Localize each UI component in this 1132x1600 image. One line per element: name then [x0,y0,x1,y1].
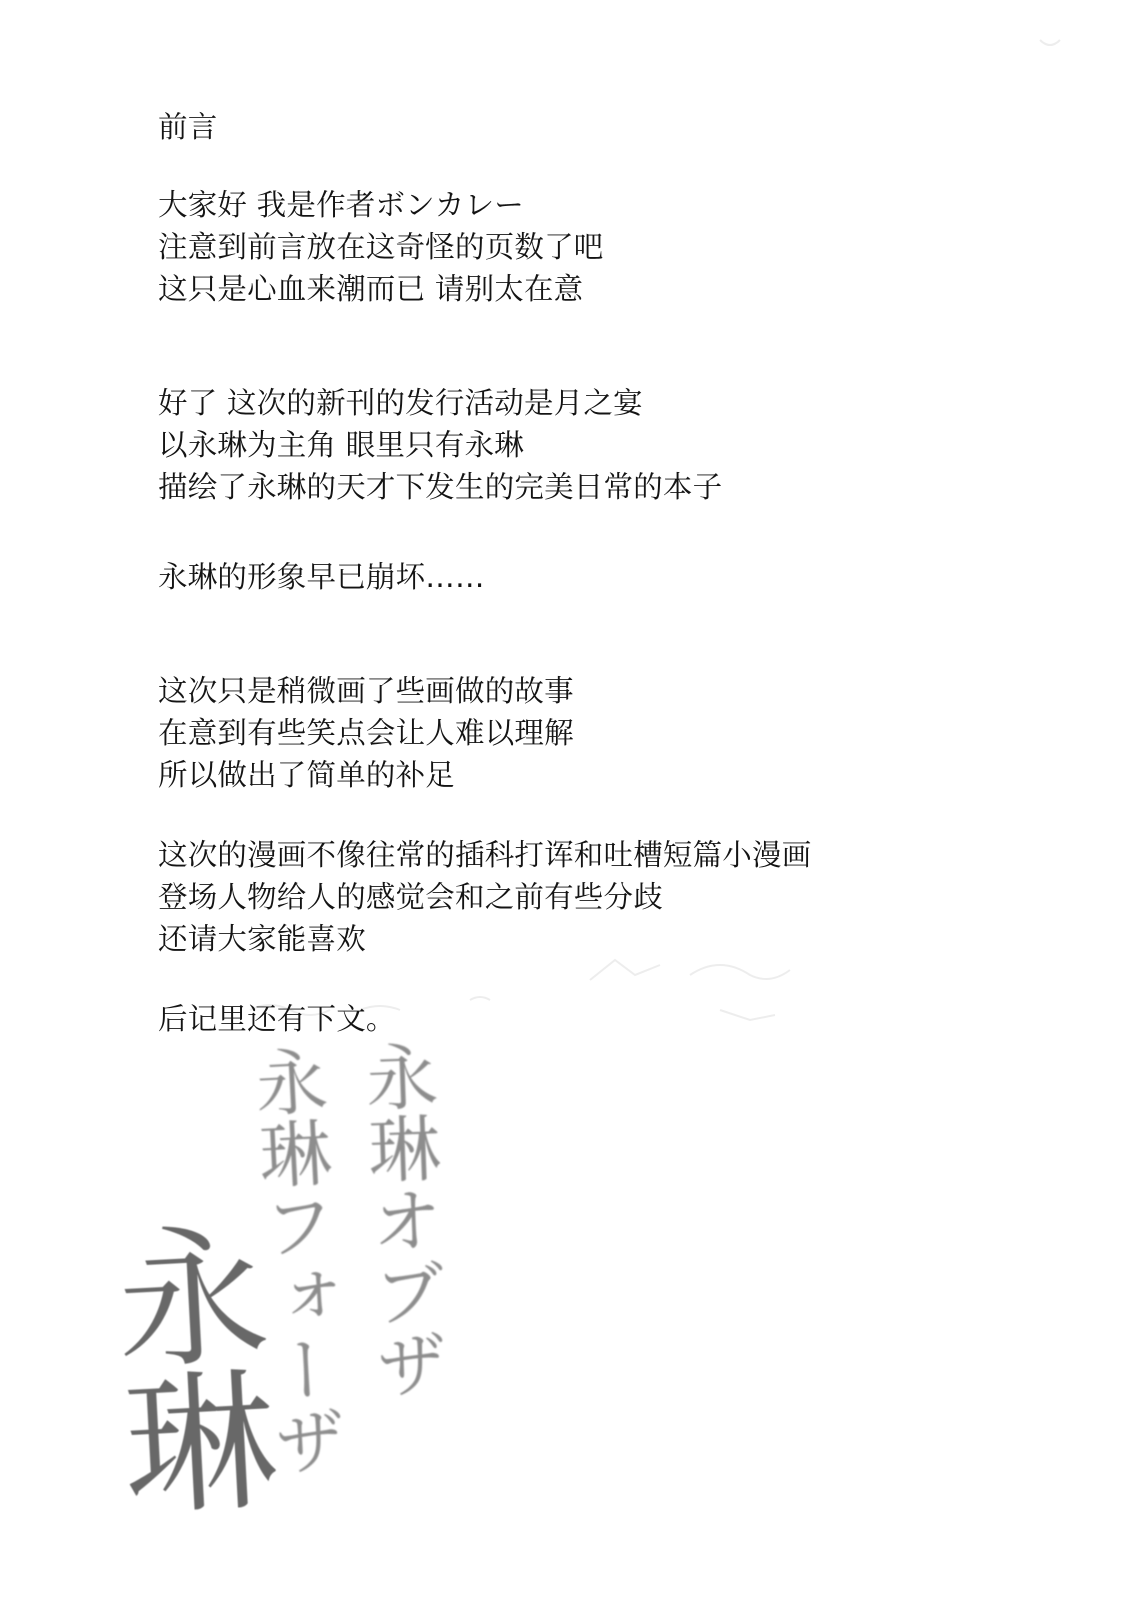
paragraph-3 [158,556,1058,598]
foreword-heading: 前言 [158,110,218,144]
text-line: 以永琳为主角 眼里只有永琳 [158,428,524,462]
paragraph-1 [158,184,1058,310]
text-line: 这次的漫画不像往常的插科打诨和吐槽短篇小漫画 [158,838,812,872]
text-line: 注意到前言放在这奇怪的页数了吧 [158,230,604,264]
paragraph-4 [158,670,1058,796]
calligraphy-column-left: 永琳フォーザ [241,1043,349,1479]
text-line: 在意到有些笑点会让人难以理解 [158,716,574,750]
text-line: 大家好 我是作者ボンカレー [158,188,524,222]
paragraph-6 [158,998,1058,1040]
text-line: 好了 这次的新刊的发行活动是月之宴 [158,386,643,420]
paragraph-5 [158,834,1058,960]
text-line: 后记里还有下文。 [158,1002,396,1036]
text-line: 这只是心血来潮而已 请别太在意 [158,272,584,306]
paragraph-2 [158,382,1058,508]
calligraphy-column-right: 永琳オブザ [352,1038,450,1402]
text-line: 描绘了永琳的天才下发生的完美日常的本子 [158,470,723,504]
text-line: 永琳的形象早已崩坏…… [158,560,485,594]
foreword-text [158,106,1058,1040]
text-line: 还请大家能喜欢 [158,922,366,956]
calligraphy-large-title: 永琳 [87,1214,280,1516]
text-line: 所以做出了简单的补足 [158,758,456,792]
text-line: 这次只是稍微画了些画做的故事 [158,674,574,708]
text-line: 登场人物给人的感觉会和之前有些分歧 [158,880,663,914]
